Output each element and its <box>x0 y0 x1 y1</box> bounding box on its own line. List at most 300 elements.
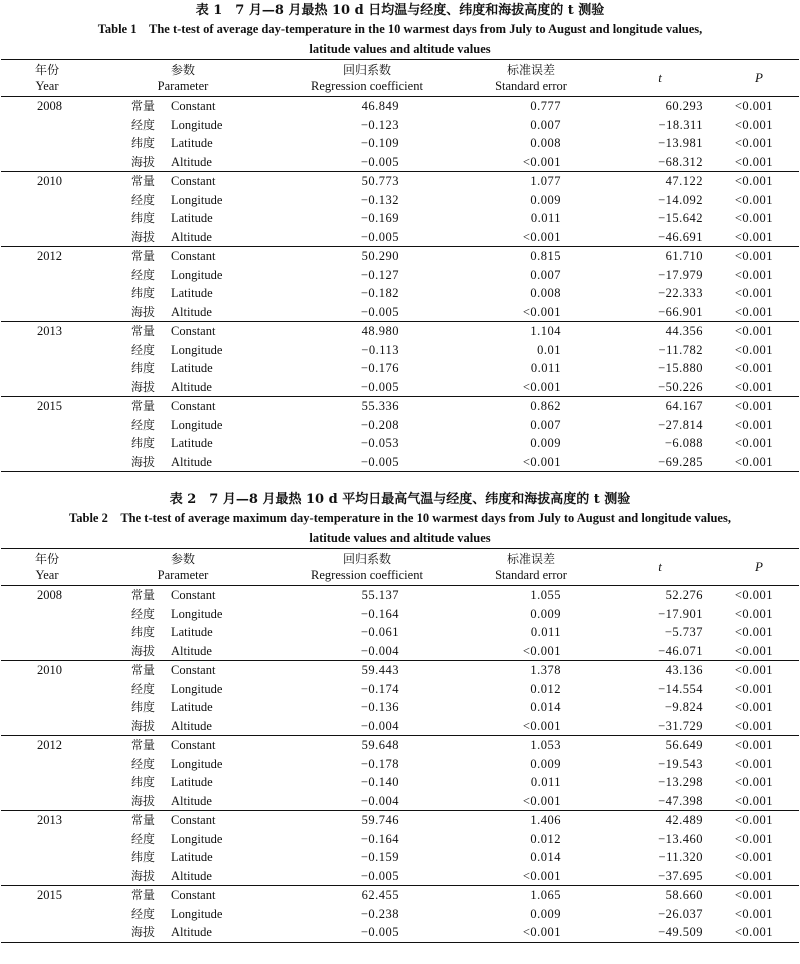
year-group <box>1 247 799 322</box>
parameter-cn: 海拔 <box>131 643 156 658</box>
t-value-cell: −11.782 <box>658 342 703 357</box>
parameter-en: Altitude <box>171 229 212 244</box>
year-cell <box>1 905 93 924</box>
parameter-cell <box>93 97 273 116</box>
year-cell: 2013 <box>37 324 62 338</box>
parameter-cell <box>93 434 273 453</box>
parameter-en: Altitude <box>171 925 212 939</box>
table-row <box>1 209 799 228</box>
parameter-en: Altitude <box>171 643 212 658</box>
p-value-cell: <0.001 <box>734 99 773 113</box>
parameter-en: Longitude <box>171 756 223 771</box>
t-value-cell: −11.320 <box>658 850 703 864</box>
parameter-en: Altitude <box>171 454 212 469</box>
table-2 <box>1 548 799 943</box>
standard-error-cell: 0.007 <box>530 417 561 432</box>
parameter-cell <box>93 172 273 191</box>
year-cell <box>1 848 93 867</box>
p-value-cell: <0.001 <box>734 342 773 357</box>
parameter-cn: 常量 <box>131 738 156 752</box>
standard-error-cell: <0.001 <box>522 229 561 244</box>
year-group <box>1 397 799 471</box>
table-body <box>1 586 799 942</box>
parameter-en: Altitude <box>171 868 212 883</box>
standard-error-cell: 0.012 <box>530 681 561 696</box>
regression-coefficient-cell: −0.005 <box>360 925 399 939</box>
table-row <box>1 116 799 135</box>
header-year-cn: 年份 <box>34 63 59 77</box>
header-parameter-cn: 参数 <box>170 552 195 566</box>
parameter-cn: 经度 <box>131 267 156 282</box>
year-cell <box>1 134 93 153</box>
standard-error-cell: 0.014 <box>530 850 561 864</box>
table-row <box>1 773 799 792</box>
parameter-cell <box>93 755 273 774</box>
t-value-cell: 52.276 <box>665 588 703 602</box>
t-value-cell: −13.298 <box>658 775 703 789</box>
t-value-cell: −14.092 <box>658 192 703 207</box>
year-cell: 2012 <box>37 249 62 263</box>
t-value-cell: −69.285 <box>658 454 703 469</box>
year-group <box>1 811 799 886</box>
p-value-cell: <0.001 <box>734 267 773 282</box>
parameter-cn: 常量 <box>131 399 156 413</box>
t-value-cell: −5.737 <box>664 625 703 639</box>
parameter-cell <box>93 680 273 699</box>
parameter-en: Longitude <box>171 417 223 432</box>
t-value-cell: 43.136 <box>665 663 703 677</box>
table-row <box>1 153 799 172</box>
year-cell <box>1 605 93 624</box>
parameter-en: Longitude <box>171 831 223 846</box>
year-cell <box>1 698 93 717</box>
header-p: P <box>755 70 763 85</box>
parameter-cell <box>93 698 273 717</box>
header-t: t <box>658 559 662 574</box>
p-value-cell: <0.001 <box>734 906 773 921</box>
header-parameter-cn: 参数 <box>170 63 195 77</box>
table-row <box>1 416 799 435</box>
header-parameter <box>93 60 273 96</box>
regression-coefficient-cell: −0.005 <box>360 868 399 883</box>
p-value-cell: <0.001 <box>734 831 773 846</box>
year-cell <box>1 153 93 172</box>
parameter-cn: 海拔 <box>131 379 156 394</box>
year-cell: 2013 <box>37 813 62 827</box>
regression-coefficient-cell: −0.053 <box>360 436 399 450</box>
table-row <box>1 698 799 717</box>
header-regression-en: Regression coefficient <box>311 79 423 93</box>
table-row <box>1 905 799 924</box>
year-cell <box>1 228 93 247</box>
header-parameter-en: Parameter <box>157 79 209 93</box>
header-parameter-en: Parameter <box>157 568 209 582</box>
parameter-cn: 海拔 <box>131 304 156 319</box>
header-year-en: Year <box>35 568 59 582</box>
parameter-cn: 海拔 <box>131 154 156 169</box>
standard-error-cell: 1.065 <box>530 888 561 902</box>
standard-error-cell: <0.001 <box>522 454 561 469</box>
parameter-en: Latitude <box>171 775 213 789</box>
parameter-cn: 常量 <box>131 324 156 338</box>
header-std-error <box>461 549 601 585</box>
parameter-cell <box>93 266 273 285</box>
year-cell <box>1 116 93 135</box>
p-value-cell: <0.001 <box>734 643 773 658</box>
table-row <box>1 867 799 886</box>
p-value-cell: <0.001 <box>734 756 773 771</box>
regression-coefficient-cell: −0.004 <box>360 643 399 658</box>
standard-error-cell: 0.008 <box>530 286 561 300</box>
parameter-cn: 海拔 <box>131 925 156 939</box>
year-cell <box>1 453 93 472</box>
parameter-cn: 纬度 <box>131 775 156 789</box>
table-row <box>1 378 799 397</box>
parameter-cell <box>93 153 273 172</box>
regression-coefficient-cell: −0.123 <box>360 117 399 132</box>
standard-error-cell: 0.862 <box>530 399 561 413</box>
parameter-cn: 常量 <box>131 249 156 263</box>
parameter-cn: 常量 <box>131 663 156 677</box>
parameter-cn: 纬度 <box>131 700 156 714</box>
t-value-cell: −17.979 <box>658 267 703 282</box>
p-value-cell: <0.001 <box>734 588 773 602</box>
table-1-caption-en-line2: latitude values and altitude values <box>309 42 491 56</box>
year-cell: 2010 <box>37 663 62 677</box>
table-row <box>1 736 799 755</box>
t-value-cell: −37.695 <box>658 868 703 883</box>
standard-error-cell: 0.007 <box>530 267 561 282</box>
table-row <box>1 923 799 942</box>
parameter-cn: 经度 <box>131 417 156 432</box>
parameter-en: Longitude <box>171 681 223 696</box>
regression-coefficient-cell: −0.005 <box>360 304 399 319</box>
table-1-caption-en-line1: Table 1 The t-test of average day-temperature in the 10 warmest days from July to August and longitude values, <box>97 22 703 36</box>
regression-coefficient-cell: −0.109 <box>360 136 399 150</box>
regression-coefficient-cell: −0.005 <box>360 154 399 169</box>
regression-coefficient-cell: −0.005 <box>360 454 399 469</box>
standard-error-cell: 0.009 <box>530 756 561 771</box>
standard-error-cell: <0.001 <box>522 643 561 658</box>
table-2-caption-en-line1: Table 2 The t-test of average maximum day-temperature in the 10 warmest days from July to August and longitude values, <box>69 511 731 525</box>
p-value-cell: <0.001 <box>734 681 773 696</box>
t-value-cell: −27.814 <box>658 417 703 432</box>
t-value-cell: −22.333 <box>658 286 703 300</box>
year-cell <box>1 867 93 886</box>
regression-coefficient-cell: −0.178 <box>360 756 399 771</box>
regression-coefficient-cell: 62.455 <box>361 888 399 902</box>
p-value-cell: <0.001 <box>734 249 773 263</box>
parameter-en: Altitude <box>171 304 212 319</box>
year-cell <box>1 623 93 642</box>
p-value-cell: <0.001 <box>734 399 773 413</box>
t-value-cell: −9.824 <box>664 700 703 714</box>
p-value-cell: <0.001 <box>734 136 773 150</box>
t-value-cell: −26.037 <box>658 906 703 921</box>
standard-error-cell: 0.009 <box>530 436 561 450</box>
parameter-cell <box>93 586 273 605</box>
p-value-cell: <0.001 <box>734 868 773 883</box>
regression-coefficient-cell: 59.648 <box>361 738 399 752</box>
parameter-cn: 经度 <box>131 192 156 207</box>
year-cell: 2008 <box>37 99 62 113</box>
table-row <box>1 886 799 905</box>
regression-coefficient-cell: −0.136 <box>360 700 399 714</box>
parameter-cn: 经度 <box>131 342 156 357</box>
standard-error-cell: 0.009 <box>530 192 561 207</box>
standard-error-cell: 0.01 <box>537 342 561 357</box>
table-row <box>1 303 799 322</box>
t-value-cell: −17.901 <box>658 606 703 621</box>
year-cell <box>1 341 93 360</box>
regression-coefficient-cell: −0.005 <box>360 379 399 394</box>
regression-coefficient-cell: −0.164 <box>360 831 399 846</box>
parameter-cell <box>93 661 273 680</box>
p-value-cell: <0.001 <box>734 417 773 432</box>
p-value-cell: <0.001 <box>734 304 773 319</box>
header-parameter <box>93 549 273 585</box>
year-group <box>1 661 799 736</box>
year-group <box>1 172 799 247</box>
t-value-cell: −6.088 <box>664 436 703 450</box>
t-value-cell: 64.167 <box>665 399 703 413</box>
regression-coefficient-cell: −0.140 <box>360 775 399 789</box>
year-cell <box>1 642 93 661</box>
header-regression <box>273 60 461 96</box>
p-value-cell: <0.001 <box>734 154 773 169</box>
standard-error-cell: 0.011 <box>530 211 561 225</box>
t-value-cell: −66.901 <box>658 304 703 319</box>
regression-coefficient-cell: −0.174 <box>360 681 399 696</box>
year-group <box>1 586 799 661</box>
standard-error-cell: 0.777 <box>530 99 561 113</box>
standard-error-cell: 0.014 <box>530 700 561 714</box>
regression-coefficient-cell: 50.773 <box>361 174 399 188</box>
header-std-error-en: Standard error <box>495 79 567 93</box>
parameter-cell <box>93 605 273 624</box>
header-year-cn: 年份 <box>34 552 59 566</box>
parameter-en: Constant <box>171 99 216 113</box>
regression-coefficient-cell: 59.746 <box>361 813 399 827</box>
parameter-en: Latitude <box>171 361 213 375</box>
regression-coefficient-cell: −0.164 <box>360 606 399 621</box>
table-1-caption-cn: 表 1 7 月—8 月最热 10 d 日均温与经度、纬度和海拔高度的 t 测验 <box>195 3 605 18</box>
p-value-cell: <0.001 <box>734 793 773 808</box>
p-value-cell: <0.001 <box>734 174 773 188</box>
standard-error-cell: 0.009 <box>530 906 561 921</box>
header-year <box>1 60 93 96</box>
parameter-en: Latitude <box>171 286 213 300</box>
t-value-cell: 61.710 <box>665 249 703 263</box>
parameter-cell <box>93 867 273 886</box>
header-p: P <box>755 559 763 574</box>
table-row <box>1 97 799 116</box>
year-group <box>1 736 799 811</box>
t-value-cell: −68.312 <box>658 154 703 169</box>
parameter-en: Constant <box>171 813 216 827</box>
parameter-cell <box>93 378 273 397</box>
header-regression <box>273 549 461 585</box>
p-value-cell: <0.001 <box>734 738 773 752</box>
year-cell <box>1 830 93 849</box>
parameter-cell <box>93 359 273 378</box>
year-cell <box>1 378 93 397</box>
p-value-cell: <0.001 <box>734 888 773 902</box>
parameter-cn: 纬度 <box>131 361 156 375</box>
parameter-cn: 纬度 <box>131 625 156 639</box>
parameter-cell <box>93 228 273 247</box>
parameter-en: Latitude <box>171 625 213 639</box>
regression-coefficient-cell: −0.132 <box>360 192 399 207</box>
parameter-cell <box>93 773 273 792</box>
parameter-en: Longitude <box>171 192 223 207</box>
table-1-section <box>0 0 800 472</box>
standard-error-cell: 1.055 <box>530 588 561 602</box>
p-value-cell: <0.001 <box>734 211 773 225</box>
p-value-cell: <0.001 <box>734 454 773 469</box>
standard-error-cell: <0.001 <box>522 793 561 808</box>
parameter-en: Altitude <box>171 718 212 733</box>
header-std-error <box>461 60 601 96</box>
year-group <box>1 322 799 397</box>
parameter-cn: 常量 <box>131 174 156 188</box>
parameter-cell <box>93 191 273 210</box>
standard-error-cell: 0.007 <box>530 117 561 132</box>
table-row <box>1 191 799 210</box>
table-row <box>1 134 799 153</box>
parameter-cell <box>93 905 273 924</box>
year-cell: 2010 <box>37 174 62 188</box>
header-std-error-cn: 标准误差 <box>506 552 555 566</box>
table-row <box>1 434 799 453</box>
parameter-en: Constant <box>171 399 216 413</box>
t-value-cell: −50.226 <box>658 379 703 394</box>
year-cell <box>1 266 93 285</box>
table-1 <box>1 59 799 472</box>
year-cell: 2008 <box>37 588 62 602</box>
table-row <box>1 755 799 774</box>
parameter-cn: 纬度 <box>131 136 156 150</box>
parameter-cell <box>93 341 273 360</box>
parameter-cn: 经度 <box>131 906 156 921</box>
year-group <box>1 97 799 172</box>
parameter-cell <box>93 717 273 736</box>
year-group <box>1 886 799 942</box>
standard-error-cell: 0.815 <box>530 249 561 263</box>
parameter-cell <box>93 209 273 228</box>
table-row <box>1 586 799 605</box>
header-regression-en: Regression coefficient <box>311 568 423 582</box>
parameter-cn: 经度 <box>131 681 156 696</box>
table-row <box>1 284 799 303</box>
year-cell: 2012 <box>37 738 62 752</box>
parameter-cell <box>93 134 273 153</box>
standard-error-cell: 0.011 <box>530 625 561 639</box>
parameter-cell <box>93 923 273 942</box>
table-row <box>1 830 799 849</box>
regression-coefficient-cell: −0.061 <box>360 625 399 639</box>
parameter-cell <box>93 811 273 830</box>
parameter-en: Longitude <box>171 906 223 921</box>
table-row <box>1 661 799 680</box>
p-value-cell: <0.001 <box>734 436 773 450</box>
regression-coefficient-cell: 50.290 <box>361 249 399 263</box>
regression-coefficient-cell: 55.137 <box>361 588 399 602</box>
table-row <box>1 717 799 736</box>
parameter-cn: 海拔 <box>131 793 156 808</box>
parameter-en: Constant <box>171 738 216 752</box>
standard-error-cell: <0.001 <box>522 868 561 883</box>
standard-error-cell: 1.104 <box>530 324 561 338</box>
parameter-en: Altitude <box>171 379 212 394</box>
year-cell <box>1 923 93 942</box>
standard-error-cell: <0.001 <box>522 718 561 733</box>
parameter-cell <box>93 736 273 755</box>
t-value-cell: −46.071 <box>658 643 703 658</box>
table-row <box>1 453 799 472</box>
table-row <box>1 228 799 247</box>
parameter-cn: 经度 <box>131 606 156 621</box>
parameter-cn: 纬度 <box>131 211 156 225</box>
t-value-cell: −18.311 <box>658 117 703 132</box>
table-2-caption <box>0 492 800 548</box>
p-value-cell: <0.001 <box>734 286 773 300</box>
parameter-en: Constant <box>171 888 216 902</box>
header-regression-cn: 回归系数 <box>342 63 391 77</box>
p-value-cell: <0.001 <box>734 606 773 621</box>
table-2-caption-en-line2: latitude values and altitude values <box>309 531 491 545</box>
standard-error-cell: <0.001 <box>522 379 561 394</box>
regression-coefficient-cell: −0.208 <box>360 417 399 432</box>
table-1-caption <box>0 0 800 59</box>
t-value-cell: −31.729 <box>658 718 703 733</box>
table-row <box>1 341 799 360</box>
year-cell <box>1 434 93 453</box>
header-t: t <box>658 70 662 85</box>
parameter-cell <box>93 848 273 867</box>
regression-coefficient-cell: −0.004 <box>360 793 399 808</box>
header-std-error-cn: 标准误差 <box>506 63 555 77</box>
parameter-cn: 常量 <box>131 888 156 902</box>
parameter-cell <box>93 116 273 135</box>
table-row <box>1 322 799 341</box>
t-value-cell: −46.691 <box>658 229 703 244</box>
parameter-cn: 纬度 <box>131 436 156 450</box>
parameter-cell <box>93 284 273 303</box>
regression-coefficient-cell: −0.182 <box>360 286 399 300</box>
table-row <box>1 605 799 624</box>
t-value-cell: −13.981 <box>658 136 703 150</box>
table-row <box>1 247 799 266</box>
parameter-en: Longitude <box>171 117 223 132</box>
header-regression-cn: 回归系数 <box>342 552 391 566</box>
parameter-en: Constant <box>171 663 216 677</box>
table-row <box>1 359 799 378</box>
t-value-cell: 44.356 <box>665 324 703 338</box>
standard-error-cell: 0.009 <box>530 606 561 621</box>
table-2-section <box>0 492 800 943</box>
t-value-cell: −13.460 <box>658 831 703 846</box>
parameter-cn: 海拔 <box>131 454 156 469</box>
parameter-en: Altitude <box>171 154 212 169</box>
regression-coefficient-cell: 48.980 <box>361 324 399 338</box>
standard-error-cell: 1.053 <box>530 738 561 752</box>
t-value-cell: −47.398 <box>658 793 703 808</box>
p-value-cell: <0.001 <box>734 925 773 939</box>
regression-coefficient-cell: −0.169 <box>360 211 399 225</box>
parameter-cell <box>93 397 273 416</box>
parameter-cn: 经度 <box>131 756 156 771</box>
